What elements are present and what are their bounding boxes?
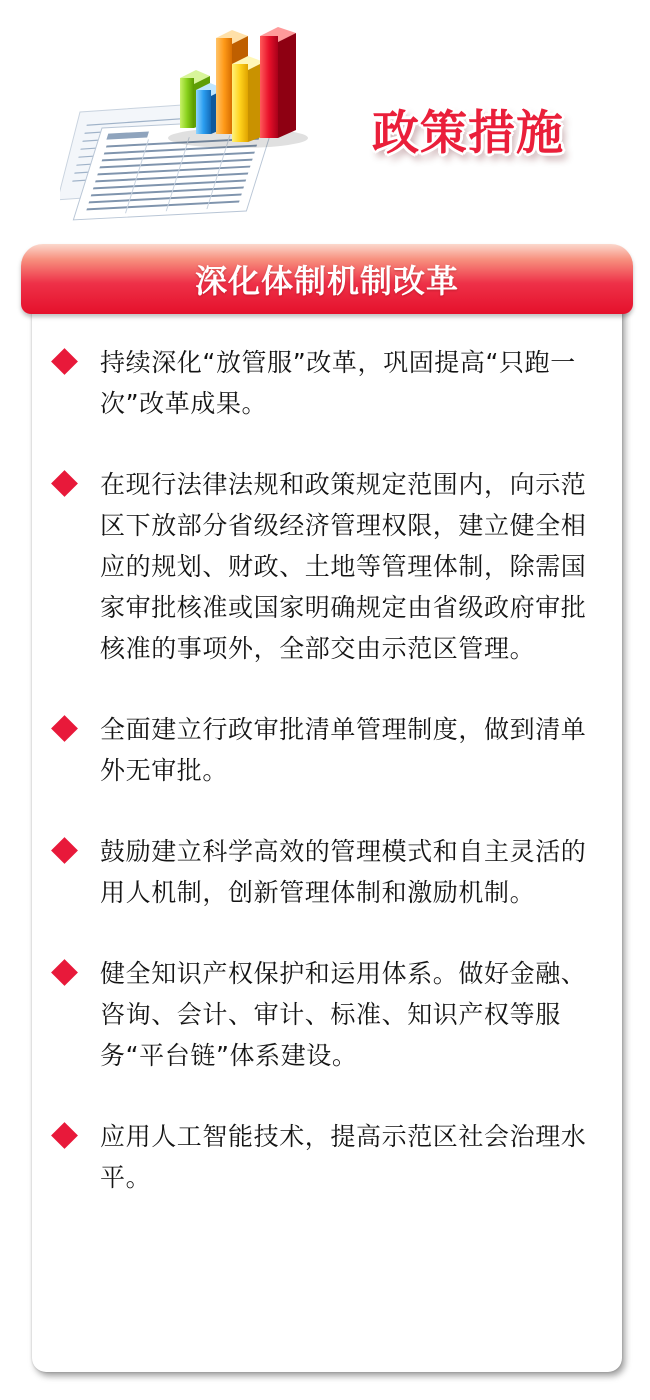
list-item bbox=[50, 953, 590, 1076]
list-item-text: 持续深化“放管服”改革，巩固提高“只跑一次”改革成果。 bbox=[100, 348, 576, 418]
diamond-bullet-icon bbox=[51, 837, 78, 864]
diamond-bullet-icon bbox=[51, 715, 78, 742]
list-item bbox=[50, 342, 590, 424]
list-item-text: 应用人工智能技术，提高示范区社会治理水平。 bbox=[100, 1122, 587, 1192]
list-item bbox=[50, 464, 590, 669]
list-item-text: 鼓励建立科学高效的管理模式和自主灵活的用人机制，创新管理体制和激励机制。 bbox=[100, 837, 587, 907]
bar-chart-documents-illustration bbox=[60, 20, 320, 230]
page-title: 政策措施 bbox=[372, 106, 564, 161]
list-item bbox=[50, 831, 590, 913]
diamond-bullet-icon bbox=[51, 470, 78, 497]
list-item-text: 在现行法律法规和政策规定范围内，向示范区下放部分省级经济管理权限，建立健全相应的规划、财政、土地等管理体制，除需国家审批核准或国家明确规定由省级政府审批核准的事项外，全部交由示范区管理。 bbox=[100, 470, 587, 663]
section-title: 深化体制机制改革 bbox=[194, 262, 459, 300]
chart-bars bbox=[180, 27, 296, 142]
diamond-bullet-icon bbox=[51, 348, 78, 375]
list-item bbox=[50, 1116, 590, 1198]
list-item-text: 健全知识产权保护和运用体系。做好金融、咨询、会计、审计、标准、知识产权等服务“平台链”体系建设。 bbox=[100, 959, 587, 1070]
diamond-bullet-icon bbox=[51, 1122, 78, 1149]
list-item-text: 全面建立行政审批清单管理制度，做到清单外无审批。 bbox=[100, 715, 587, 785]
list-item bbox=[50, 709, 590, 791]
section-banner bbox=[21, 244, 633, 314]
diamond-bullet-icon bbox=[51, 959, 78, 986]
measures-list bbox=[50, 342, 590, 1238]
